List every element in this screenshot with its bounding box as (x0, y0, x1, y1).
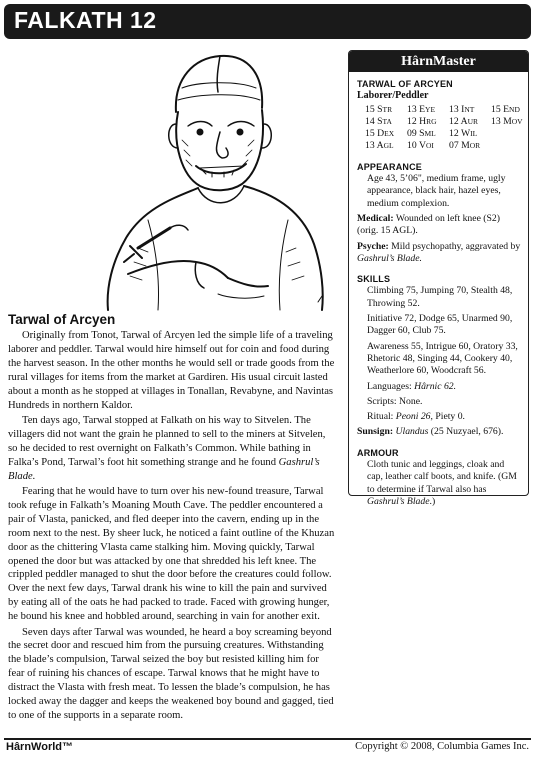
page-title: FALKATH 12 (14, 7, 157, 33)
portrait-illustration (78, 48, 340, 312)
skills-heading: SKILLS (357, 274, 391, 285)
languages-line: Languages: Hârnic 62. (367, 380, 457, 392)
attribute-cell: 15 DEX (365, 128, 395, 140)
appearance-text: Age 43, 5’06", medium frame, ugly appearance, black hair, hazel eyes, medium complexion. (367, 173, 506, 209)
attribute-cell (491, 140, 531, 152)
skills-line: Initiative 72, Dodge 65, Unarmed 90, Dagger 60, Club 75. (367, 313, 513, 337)
skills-line: Climbing 75, Jumping 70, Stealth 48, Throwing 52. (367, 285, 513, 309)
stat-block-sidebar (348, 50, 529, 507)
footer-brand: HârnWorld™ (6, 741, 74, 753)
psyche-line: Psyche: Mild psychopathy, aggravated by Gashrul’s Blade. (357, 240, 521, 264)
paragraph: Fearing that he would have to turn over his new-found treasure, Tarwal took refuge in Falkath’s Moaning Mouth Cave. The peddler encountered a pair of Vlasta, panicked, and fled deeper into the cavern, ending up in the room next to the nest. By sheer luck, he noticed a faint outline of the Khuzan door as the chittering Vlasta came stalking him. Moving quickly, Tarwal opened the door but was attacked by one that shredded his left knee. The crippled peddler managed to shut the door before the creatures could follow. Over the next few days, Tarwal drank his wine to kill the pain and survived by eating all of the oats he had packed to trade. Faced with growing hunger, he bound his knee and hobbled around, searching in vain for another exit. (8, 485, 335, 623)
attribute-grid (365, 104, 522, 153)
page-header (4, 4, 531, 39)
sunsign-line: Sunsign: Ulandus (25 Nuzyael, 676). (357, 426, 504, 438)
occupation: Laborer/Peddler (357, 90, 429, 102)
character-name: Tarwal of Arcyen (8, 312, 116, 327)
body-text (8, 329, 337, 724)
ritual-line: Ritual: Peoni 26, Piety 0. (367, 411, 465, 423)
paragraph: Originally from Tonot, Tarwal of Arcyen led the simple life of a traveling laborer and peddler. Tarwal would hire himself out for coin and food during the harvest season. In the other months he would sell or trade goods from the rural villages for items from the market at Gardiren. His usual circuit lasted about a month as he stopped at villages in Tonallan, Revabyne, and Navintas Hundreds in northern Kaldor. (8, 330, 335, 411)
attribute-cell: 13 MOV (491, 115, 523, 127)
attribute-cell: 10 VOI (407, 140, 434, 152)
attribute-cell (491, 128, 531, 140)
armour-heading: ARMOUR (357, 447, 399, 458)
stat-name-heading: TARWAL OF ARCYEN (357, 79, 453, 89)
skills-line: Awareness 55, Intrigue 60, Oratory 33, Rhetoric 48, Singing 44, Cookery 40, Weatherlore 60, Woodcraft 56. (367, 340, 518, 377)
attribute-cell: 13 AGL (365, 140, 394, 152)
footer-copyright: Copyright © 2008, Columbia Games Inc. (355, 741, 529, 752)
armour-text: Cloth tunic and leggings, cloak and cap, leather calf boots, and knife. (GM to determine if Tarwal also has Gashrul’s Blade.) (367, 459, 517, 507)
scripts-line: Scripts: None. (367, 395, 423, 407)
attribute-cell: 13 INT (449, 103, 475, 115)
attribute-cell: 07 MOR (449, 140, 481, 152)
attribute-cell: 15 END (491, 103, 520, 115)
attribute-cell: 12 HRG (407, 115, 437, 127)
attribute-cell: 09 SML (407, 128, 436, 140)
paragraph: Ten days ago, Tarwal stopped at Falkath on his way to Sitvelen. The villagers did not want the grain he planned to sell to the miners at Sitvelen, so he decided to rest overnight on Falkath’s Common. While bathing in Falka’s Pond, Tarwal’s foot hit something strange and he found Gashrul’s Blade. (8, 414, 326, 482)
attribute-cell: 13 EYE (407, 103, 436, 115)
attribute-cell: 14 STA (365, 115, 392, 127)
footer-rule (4, 738, 531, 740)
appearance-heading: APPEARANCE (357, 161, 423, 172)
attribute-cell: 12 AUR (449, 115, 478, 127)
paragraph: Seven days after Tarwal was wounded, he heard a boy screaming beyond the secret door and rescued him from the pursuing creatures. Withstanding the blade’s compulsion, Tarwal seized the boy but resisted killing him for fear of ruining his chances of escape. Tarwal knows that he might have to distract the Vlasta with fresh meat. To lessen the blade’s compulsion, he has locked away the dagger and keeps the weakened boy bound and gagged, tied to one of the supports in a separate room. (8, 626, 334, 721)
medical-line: Medical: Wounded on left knee (S2) (orig. 15 AGL). (357, 212, 500, 237)
attribute-cell: 15 STR (365, 103, 393, 115)
sidebar-title: HârnMaster (349, 51, 528, 72)
attribute-cell: 12 WIL (449, 128, 478, 140)
